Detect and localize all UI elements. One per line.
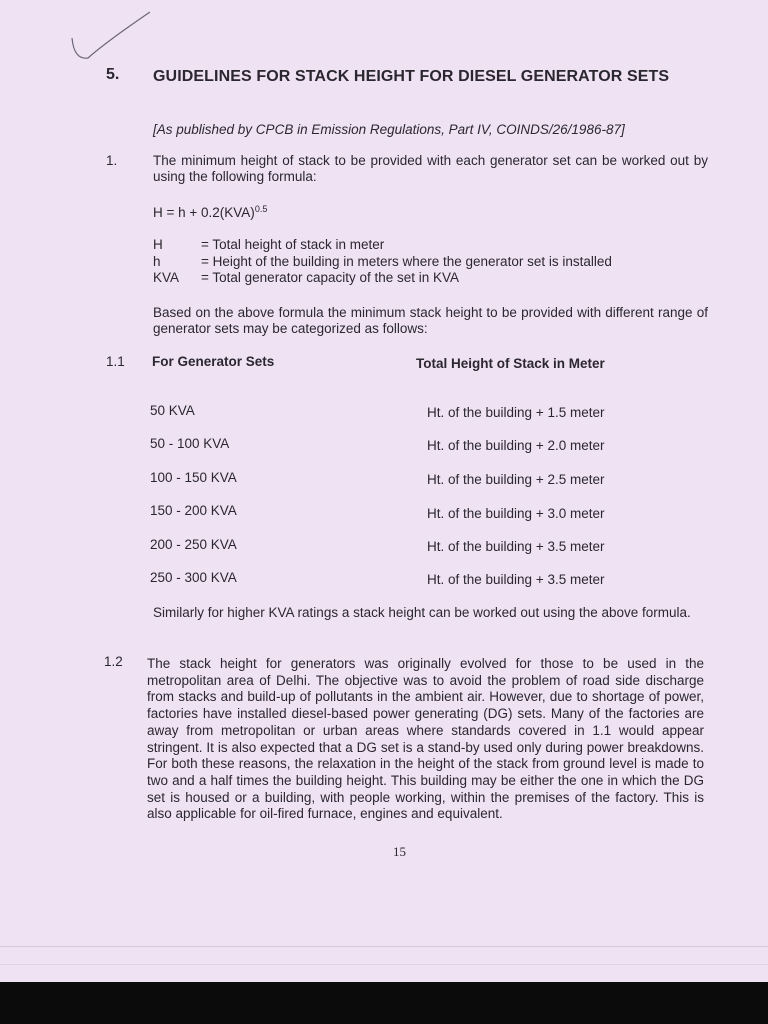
item-number: 1. <box>106 153 118 168</box>
definition-symbol: H <box>153 237 163 252</box>
table-cell-kva: 100 - 150 KVA <box>150 470 237 485</box>
item-number: 1.2 <box>104 654 123 669</box>
table-cell-kva: 50 - 100 KVA <box>150 436 230 451</box>
table-cell-height: Ht. of the building + 2.5 meter <box>427 472 605 487</box>
range-paragraph: Based on the above formula the minimum stack height to be provided with different range of generator sets may be categorized as follows: <box>153 305 708 336</box>
page-edge-line <box>0 964 768 965</box>
section-title: GUIDELINES FOR STACK HEIGHT FOR DIESEL GENERATOR SETS <box>153 68 670 85</box>
definition-row <box>153 270 459 285</box>
definition-meaning: = Height of the building in meters where the generator set is installed <box>201 254 612 269</box>
page-number: 15 <box>393 844 406 859</box>
table-cell-height: Ht. of the building + 3.5 meter <box>427 572 605 587</box>
item-number: 1.1 <box>106 354 125 369</box>
higher-kva-note: Similarly for higher KVA ratings a stack height can be worked out using the above formula. <box>153 605 691 620</box>
table-cell-kva: 150 - 200 KVA <box>150 503 237 518</box>
table-cell-kva: 250 - 300 KVA <box>150 570 237 585</box>
table-cell-height: Ht. of the building + 1.5 meter <box>427 405 605 420</box>
relaxation-paragraph: The stack height for generators was originally evolved for those to be used in the metropolitan area of Delhi. The objective was to avoid the problem of road side discharge from stacks and build-up of pollutants in the ambient air. However, due to shortage of power, factories have installed diesel-based power generating (DG) sets. Many of the factories are away from metropolitan or urban areas where standards covered in 1.1 would appear stringent. It is also expected that a DG set is a stand-by used only during power breakdowns. For both these reasons, the relaxation in the height of the stack from ground level is made to two and a half times the building height. This building may be either the one in which the DG set is housed or a building, with people working, within the premises of the factory. This is also applicable for oil-fired furnace, engines and equivalent. <box>147 656 704 822</box>
definition-row <box>153 237 384 252</box>
source-note: [As published by CPCB in Emission Regulations, Part IV, COINDS/26/1986-87] <box>153 122 625 137</box>
table-cell-kva: 200 - 250 KVA <box>150 537 237 552</box>
definition-meaning: = Total height of stack in meter <box>201 237 385 252</box>
table-cell-height: Ht. of the building + 2.0 meter <box>427 438 605 453</box>
table-header-generator-sets: For Generator Sets <box>152 354 275 369</box>
handwritten-check-mark-icon <box>66 8 156 68</box>
definition-meaning: = Total generator capacity of the set in KVA <box>201 270 460 285</box>
definition-symbol: KVA <box>153 270 180 285</box>
definition-symbol: h <box>153 254 161 269</box>
definition-row <box>153 254 612 269</box>
table-header-stack-height: Total Height of Stack in Meter <box>416 356 605 371</box>
page-edge-line <box>0 946 768 947</box>
formula-base: H = h + 0.2(KVA) <box>153 205 255 220</box>
table-cell-kva: 50 KVA <box>150 403 195 418</box>
stack-height-formula <box>153 204 267 220</box>
table-cell-height: Ht. of the building + 3.5 meter <box>427 539 605 554</box>
intro-paragraph: The minimum height of stack to be provided with each generator set can be worked out by using the following formula: <box>153 153 708 184</box>
formula-exponent: 0.5 <box>254 204 268 214</box>
table-cell-height: Ht. of the building + 3.0 meter <box>427 506 605 521</box>
section-number: 5. <box>106 66 120 83</box>
